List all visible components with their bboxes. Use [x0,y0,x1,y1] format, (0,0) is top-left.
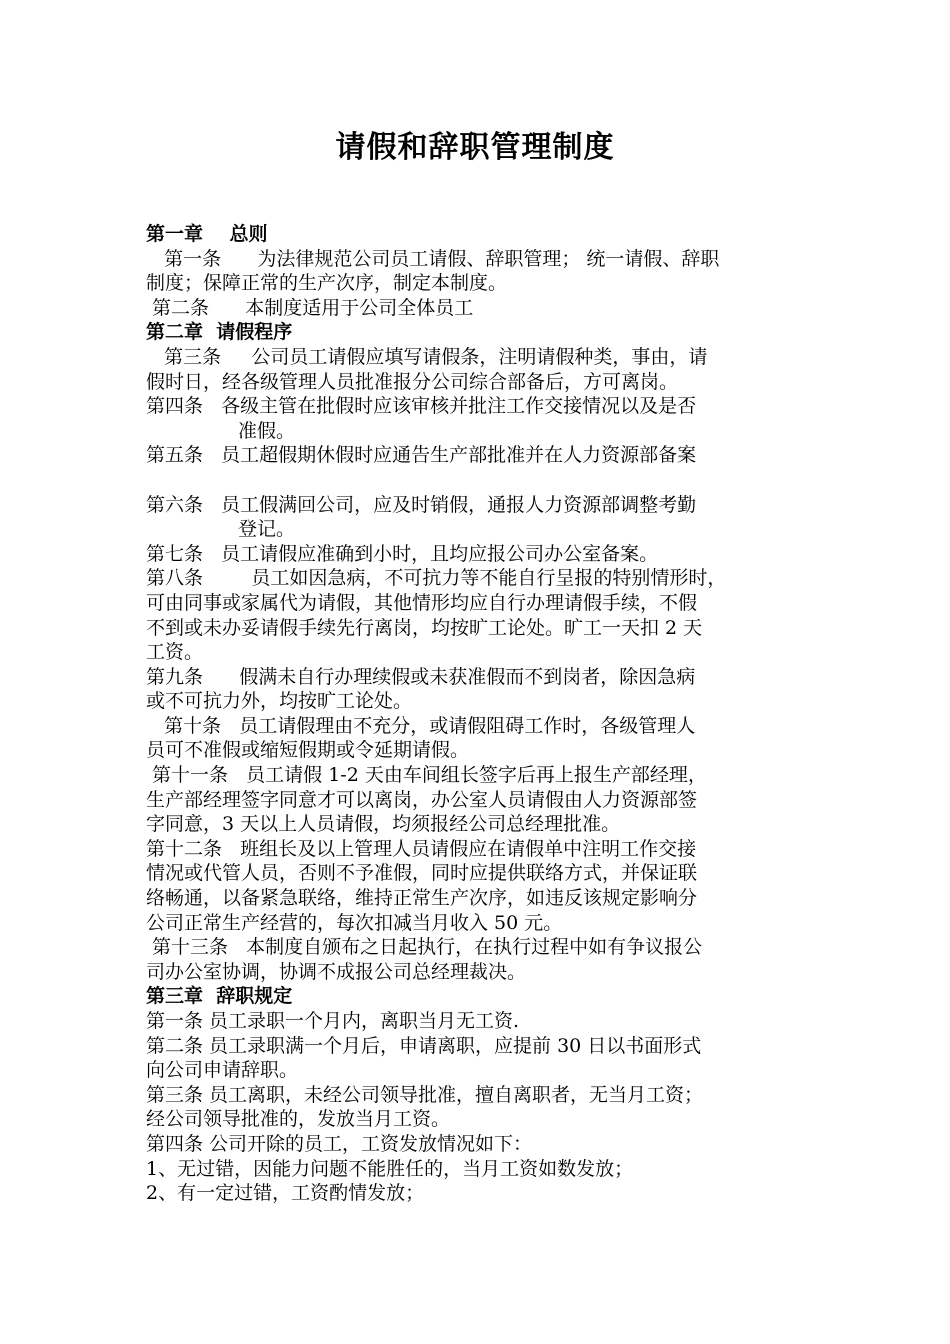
text-line: 络畅通，以备紧急联络，维持正常生产次序，如违反该规定影响分 [146,887,698,910]
text-line: 情况或代管人员，否则不予准假，同时应提供联络方式，并保证联 [146,862,698,885]
text-line: 第一条 员工录职一个月内，离职当月无工资. [146,1010,520,1032]
text-line: 第六条 员工假满回公司，应及时销假，通报人力资源部调整考勤 [146,493,697,516]
text-line: 假时日，经各级管理人员批准报分公司综合部备后，方可离岗。 [146,370,679,393]
text-line: 第十条 员工请假理由不充分，或请假阻碍工作时，各级管理人 [146,714,696,737]
text-line: 不到或未办妥请假手续先行离岗，均按旷工论处。旷工一天扣 2 天 [146,616,703,639]
chapter-heading: 第三章 辞职规定 [146,985,293,1008]
blank-line [146,468,810,493]
text-line: 或不可抗力外，均按旷工论处。 [146,690,413,713]
text-line: 向公司申请辞职。 [146,1059,299,1082]
text-line: 公司正常生产经营的，每次扣减当月收入 50 元。 [146,911,563,934]
text-line: 第五条 员工超假期休假时应通告生产部批准并在人力资源部备案 [146,444,697,467]
document-title: 请假和辞职管理制度 [335,130,615,165]
text-line: 2、有一定过错，工资酌情发放； [146,1182,425,1205]
text-line: 第十一条 员工请假 1-2 天由车间组长签字后再上报生产部经理， [146,764,707,787]
text-line: 准假。 [238,419,296,442]
text-line: 第二条 员工录职满一个月后，申请离职，应提前 30 日以书面形式 [146,1034,702,1057]
text-line: 1、无过错，因能力问题不能胜任的，当月工资如数发放； [146,1157,634,1180]
text-line: 第十三条 本制度自颁布之日起执行，在执行过程中如有争议报公 [146,936,703,959]
text-line: 第十二条 班组长及以上管理人员请假应在请假单中注明工作交接 [146,837,697,860]
text-line: 第三条 员工离职，未经公司领导批准，擅自离职者，无当月工资； [146,1083,704,1106]
chapter-heading: 第一章 总则 [146,223,268,245]
text-line: 员可不准假或缩短假期或令延期请假。 [146,739,470,762]
text-line: 经公司领导批准的，发放当月工资。 [146,1108,451,1131]
text-line: 第二条 本制度适用于公司全体员工 [146,296,474,319]
text-line: 司办公室协调，协调不成报公司总经理裁决。 [146,960,527,983]
document-body [146,222,810,1206]
text-line: 第九条 假满未自行办理续假或未获准假而不到岗者，除因急病 [146,665,696,688]
text-line: 工资。 [146,641,204,664]
text-line: 字同意，3 天以上人员请假，均须报经公司总经理批准。 [146,813,621,836]
text-line: 可由同事或家属代为请假，其他情形均应自行办理请假手续，不假 [146,591,698,614]
text-line: 第一条 为法律规范公司员工请假、辞职管理； 统一请假、辞职 [146,247,720,270]
chapter-heading: 第二章 请假程序 [146,321,293,344]
text-line: 第七条 员工请假应准确到小时，且均应报公司办公室备案。 [146,542,659,565]
text-line: 第四条 公司开除的员工，工资发放情况如下： [146,1132,533,1155]
text-line: 登记。 [238,518,296,541]
text-line: 制度；保障正常的生产次序，制定本制度。 [146,272,508,295]
text-line: 生产部经理签字同意才可以离岗，办公室人员请假由人力资源部签 [146,788,698,811]
text-line: 第四条 各级主管在批假时应该审核并批注工作交接情况以及是否 [146,395,697,418]
text-line: 第八条 员工如因急病，不可抗力等不能自行呈报的特别情形时， [146,567,727,590]
text-line: 第三条 公司员工请假应填写请假条，注明请假种类，事由，请 [146,345,708,368]
